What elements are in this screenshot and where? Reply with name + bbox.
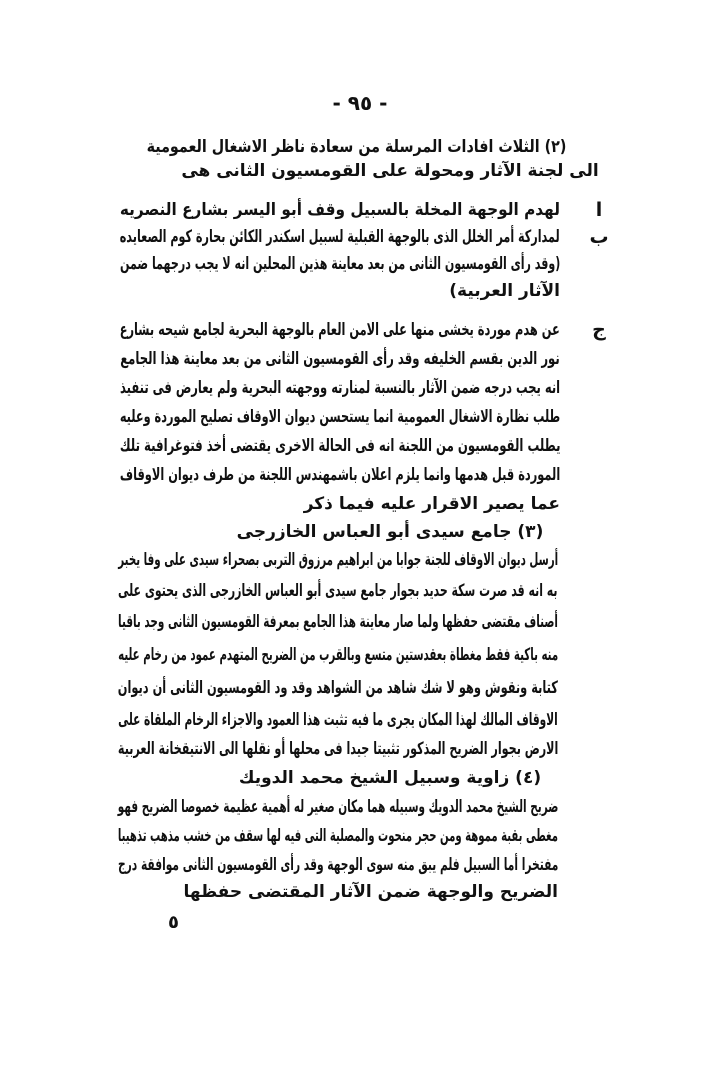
section4-line-2: مغطى بقبة مموهة ومن حجر منحوت والمصلية التى فيه لها سقف من خشب مذهب تذهيبا	[117, 826, 558, 846]
item-b-line-1: لمداركة أمر الخلل الذى بالوجهة القبلية لسبيل اسكندر الكائن بحارة كوم الصعايده	[120, 227, 560, 247]
section3-heading: (٣) جامع سيدى أبو العباس الخازرجى	[236, 522, 544, 542]
item-b-line-3: الآثار العربية)	[449, 281, 560, 301]
item-c-line-1: عن هدم موردة يخشى منها على الامن العام بالوجهة البحرية لجامع شيحه بشارع	[119, 320, 560, 340]
item-c-line-4: طلب نظارة الاشغال العمومية انما يستحسن ديوان الاوقاف تصليح الموردة وعليه	[119, 407, 560, 427]
section3-line-5: كتابة ونقوش وهو لا شك شاهد من الشواهد وقد ود القومسيون الثانى أن ديوان	[117, 678, 558, 698]
item-c-line-6: الموردة قبل هدمها وانما يلزم اعلان باشمهندس اللجنة من طرف ديوان الاوقاف	[119, 465, 560, 485]
item-a-line-1: لهدم الوجهة المخلة بالسبيل وقف أبو اليسر بشارع النصريه	[119, 200, 560, 220]
section2-heading-2: الى لجنة الآثار ومحولة على القومسيون الثانى هى	[181, 161, 599, 181]
item-c-line-7: عما يصير الاقرار عليه فيما ذكر	[303, 494, 560, 514]
section4-line-4: الضريح والوجهة ضمن الآثار المقتضى حفظها	[183, 882, 558, 902]
page-number: - ٩٥ -	[332, 91, 388, 115]
section4-heading: (٤) زاوية وسبيل الشيخ محمد الدويك	[238, 768, 542, 788]
section3-line-6: الاوقاف المالك لهذا المكان يجرى ما فيه تثبت هذا العمود والاجزاء الرخام الملقاة على	[118, 710, 558, 730]
section4-line-1: ضريح الشيخ محمد الدويك وسبيله هما مكان صغير له أهمية عظيمة خصوصا الضريح فهو	[117, 797, 558, 817]
item-marker-c: ج	[592, 319, 606, 341]
item-b-line-2: (وقد رأى القومسيون الثانى من بعد معاينة هذين المحلين انه لا يجب درجهما ضمن	[119, 254, 560, 274]
section2-heading-1: (٢) الثلاث افادات المرسلة من سعادة ناظر الاشغال العمومية	[146, 137, 567, 157]
item-c-line-2: نور الدين بقسم الخليفه وقد رأى القومسيون الثانى من بعد معاينة هذا الجامع	[120, 349, 560, 369]
section3-line-3: أصناف مقتضى حفظها ولما صار معاينة هذا الجامع بمعرفة القومسيون الثانى وجد باقيا	[118, 612, 558, 632]
item-marker-b: ب	[589, 226, 609, 248]
footer-mark: ٥	[168, 912, 179, 933]
item-c-line-3: انه يجب درجه ضمن الآثار بالنسبة لمنارته ووجهته البحرية ولم يعارض فى تنفيذ	[119, 378, 560, 398]
item-c-line-5: يطلب القومسيون من اللجنة انه فى الحالة الاخرى يقتضى أخذ فتوغرافية تلك	[119, 436, 560, 456]
section3-line-1: أرسل ديوان الاوقاف للجنة جوابا من ابراهيم مرزوق التربى بصحراء سيدى على وفا يخبر	[118, 550, 558, 570]
section3-line-2: به انه قد صرت سكة حديد بجوار جامع سيدى أبو العباس الخازرجى الذى يحتوى على	[118, 581, 558, 601]
section3-line-4: منه باكية فقط مغطاة بعقدستين متسع وبالقرب من الضريح المتهدم عمود من رخام عليه	[117, 645, 558, 665]
item-marker-a: ا	[595, 199, 603, 221]
section3-line-7: الارض بجوار الضريح المذكور تثبيتا جيدا فى محلها أو نقلها الى الانتيقخانة العربية	[117, 739, 558, 759]
section4-line-3: مفتخرا أما السبيل فلم يبق منه سوى الوجهة وقد رأى القومسيون الثانى موافقة درج	[117, 855, 558, 875]
